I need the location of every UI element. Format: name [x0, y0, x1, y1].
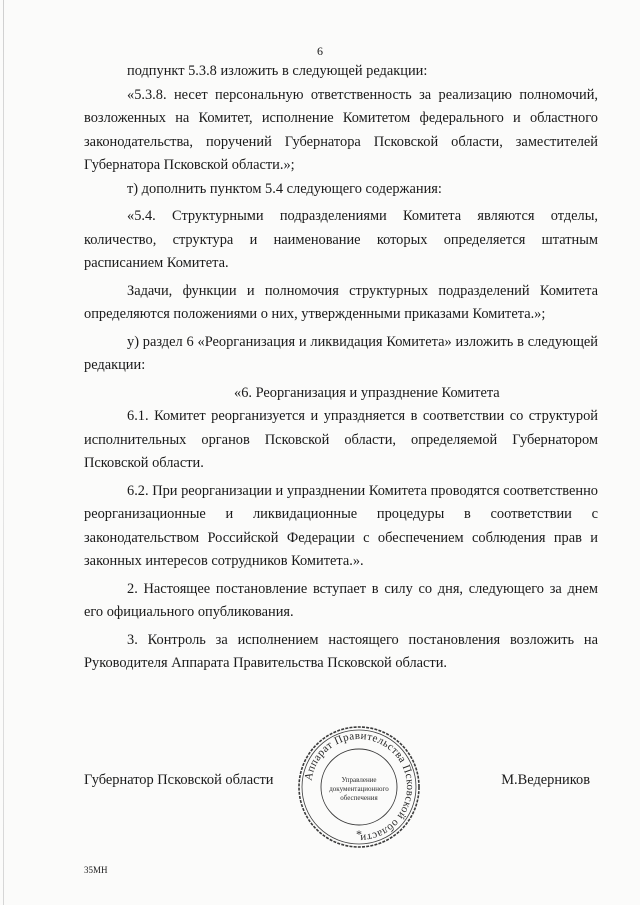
paragraph: «5.4. Структурными подразделениями Комитета являются отделы, количество, структура и наименование которых определяется штатным расписанием Комитета. — [84, 208, 598, 271]
paragraph: 6.1. Комитет реорганизуется и упраздняется в соответствии со структурой исполнительных органов Псковской области, определяемой Губернатором Псковской области. — [84, 408, 598, 471]
seal-center-text — [326, 776, 392, 803]
paragraph: т) дополнить пунктом 5.4 следующего содержания: — [127, 180, 442, 197]
document-body — [84, 60, 598, 676]
seal-ring-text: Аппарат Правительства Псковской области — [302, 729, 417, 845]
signatory-name: М.Ведерников — [501, 772, 590, 788]
paragraph: 2. Настоящее постановление вступает в силу со дня, следующего за днем его официального опубликования. — [84, 580, 598, 620]
section-heading: «6. Реорганизация и упразднение Комитета — [234, 384, 500, 401]
page-number: 6 — [317, 44, 323, 58]
paragraph: 6.2. При реорганизации и упразднении Комитета проводятся соответственно реорганизационные и ликвидационные процедуры в соответствии с законодательством Российской Федерации с обеспечением соблюдения прав и законных интересов сотрудников Комитета.». — [84, 482, 598, 569]
document-code: 35МН — [84, 865, 108, 875]
seal-center-line: обеспечения — [340, 794, 378, 802]
official-seal — [296, 724, 422, 850]
scan-edge-line — [3, 0, 4, 905]
paragraph: у) раздел 6 «Реорганизация и ликвидация Комитета» изложить в следующей редакции: — [84, 333, 598, 373]
paragraph: 3. Контроль за исполнением настоящего постановления возложить на Руководителя Аппарата Правительства Псковской области. — [84, 631, 598, 671]
seal-star-icon: * — [356, 827, 362, 841]
seal-center-line: Управление — [341, 776, 377, 784]
signatory-position: Губернатор Псковской области — [84, 772, 274, 788]
seal-center-line: документационного — [329, 785, 389, 793]
paragraph: подпункт 5.3.8 изложить в следующей редакции: — [127, 63, 428, 79]
paragraph: «5.3.8. несет персональную ответственность за реализацию полномочий, возложенных на Комитет, исполнение Комитетом федерального и областного законодательства, поручений Губернатора Псковской области, заместителей Губернатора Псковской области.»; — [84, 86, 598, 173]
paragraph: Задачи, функции и полномочия структурных подразделений Комитета определяются положениями о них, утвержденными приказами Комитета.»; — [84, 282, 598, 322]
